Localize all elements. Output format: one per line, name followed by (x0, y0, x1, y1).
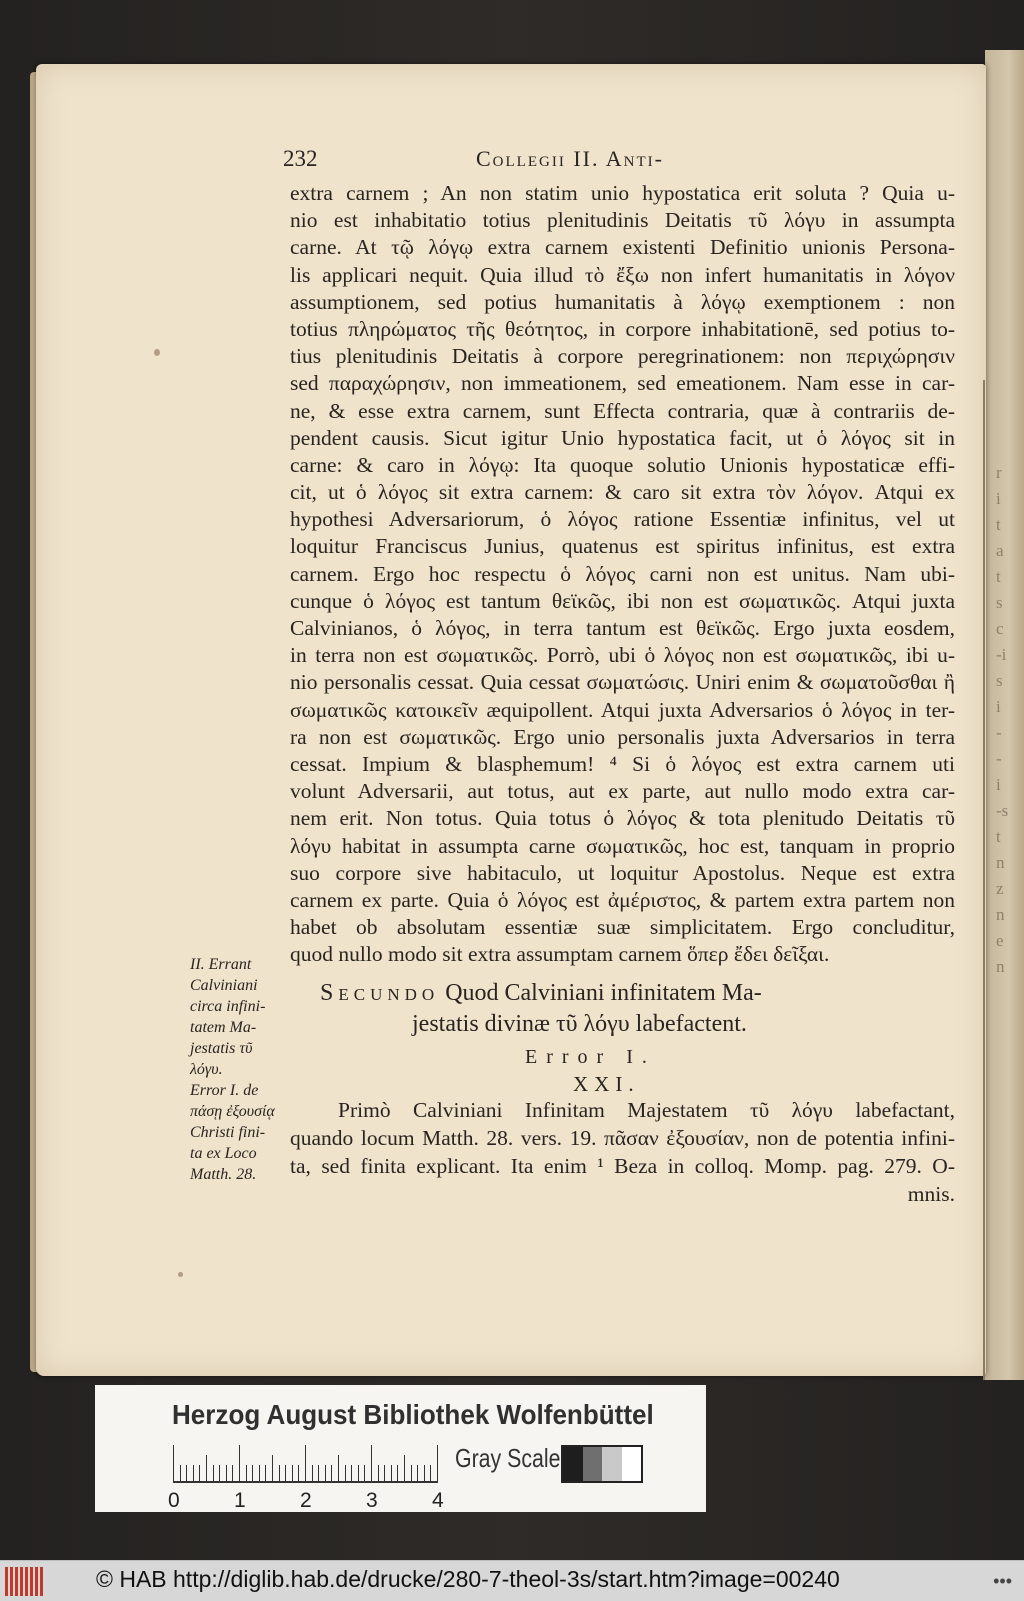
text-line: quod nullo modo sit extra assumptam carnem ὅπερ ἔδει δεῖξαι. (290, 942, 830, 967)
main-text-block (290, 180, 955, 968)
ruler-number: 2 (300, 1489, 312, 1512)
bleed-through-glyph: -i (996, 645, 1007, 664)
bleed-through-glyph: t (996, 567, 1001, 586)
ruler-tick (219, 1465, 220, 1483)
ruler-tick (186, 1465, 187, 1483)
bleed-through-glyph: -s (996, 801, 1009, 820)
ruler-tick (331, 1465, 332, 1483)
ruler-tick (292, 1465, 293, 1483)
error-text-line: ta, sed finita explicant. Ita enim ¹ Beza in colloq. Momp. pag. 279. O- (290, 1154, 955, 1178)
bleed-through-glyph: - (996, 723, 1002, 742)
bleed-through-glyph: s (996, 593, 1003, 612)
source-url[interactable]: © HAB http://diglib.hab.de/drucke/280-7-theol-3s/start.htm?image=00240 (96, 1566, 840, 1592)
ruler-tick (180, 1465, 181, 1483)
ruler-tick (239, 1445, 240, 1483)
bleed-through-glyph: r (996, 463, 1002, 482)
viewer-footer (0, 1560, 1024, 1601)
text-line: pendent causis. Sicut igitur Unio hypostatica facit, ut ὁ λόγος sit in (290, 425, 955, 450)
text-line: assumptionem, sed potius humanitatis à λόγῳ exemptionem : non (290, 289, 955, 314)
gutter-line (983, 380, 985, 1380)
ruler-number: 3 (366, 1489, 378, 1512)
text-line: volunt Adversarii, aut totus, aut ex parte, aut nullo modo extra car- (290, 779, 955, 804)
ruler-tick (351, 1465, 352, 1483)
error-number: XXI. (573, 1072, 640, 1096)
bleed-through-glyph: i (996, 697, 1001, 716)
ruler-tick (232, 1465, 233, 1483)
ruler-tick (259, 1465, 260, 1483)
ruler-tick (193, 1465, 194, 1483)
library-name: Herzog August Bibliothek Wolfenbüttel (172, 1399, 654, 1430)
text-line: cunque ὁ λόγος est tantum θεϊκῶς, ibi non est σωματικῶς. Atqui juxta (290, 588, 955, 613)
text-line: carnem. Ergo hoc respectu ὁ λόγος carni non est unitus. Nam ubi- (290, 561, 955, 586)
running-header (283, 146, 933, 176)
ruler-tick (404, 1455, 405, 1483)
text-line: ra non est σωματικῶς. Ergo unio personalis juxta Adversarios in terra (290, 724, 955, 749)
text-line: cessat. Impium & blasphemum! ⁴ Si ὁ λόγος est extra carnem uti (290, 751, 955, 776)
ruler-tick (430, 1465, 431, 1483)
marginal-note-line: II. Errant (190, 956, 252, 973)
text-line: nem erit. Non totus. Quia totus ὁ λόγος & tota plenitudo Deitatis τῦ (290, 806, 955, 831)
marginal-note-line: circa infini- (190, 998, 266, 1015)
error-text-line: quando locum Matth. 28. vers. 19. πᾶσαν ἐξουσίαν, non de potentia infini- (290, 1126, 955, 1150)
text-line: σωματικῶς κατοικεῖν æquipollent. Atqui juxta Adversarios ὁ λόγος in ter- (290, 697, 955, 722)
ruler-number: 4 (432, 1489, 444, 1512)
gray-scale-card (95, 1385, 706, 1512)
marginal-note-line: Christi fini- (190, 1124, 266, 1141)
marginal-note-line: ta ex Loco (190, 1145, 257, 1162)
ruler-tick (312, 1465, 313, 1483)
ruler-tick (338, 1455, 339, 1483)
gray-swatch (602, 1447, 622, 1481)
text-line: ne, & esse extra carnem, sunt Effecta contraria, quæ à contrariis de- (290, 398, 955, 423)
ruler-tick (199, 1465, 200, 1483)
bleed-through-glyph: t (996, 515, 1001, 534)
bleed-through-glyph: z (996, 879, 1004, 898)
marginal-note-line: Calviniani (190, 977, 258, 994)
ruler-tick (213, 1465, 214, 1483)
ruler-tick (325, 1465, 326, 1483)
ruler-tick (437, 1445, 438, 1483)
marginal-note (190, 954, 290, 1185)
text-line: suo corpore sive habitaculo, ut loquitur Apostolus. Neque est extra (290, 860, 955, 885)
ruler-tick (358, 1465, 359, 1483)
ruler-tick (305, 1445, 306, 1483)
text-line: nio personalis cessat. Quia cessat σωματώσις. Uniri enim & σωματοῦσθαι ἢ (290, 670, 955, 695)
ruler-tick (252, 1465, 253, 1483)
marginal-note-line: λόγυ. (190, 1061, 223, 1078)
ruler-tick (391, 1465, 392, 1483)
ink-stain (154, 349, 160, 356)
heading-line-1: Quod Calviniani infinitatem Ma- (439, 980, 762, 1006)
bleed-through-glyph: s (996, 671, 1003, 690)
bleed-through-glyph: n (996, 853, 1005, 872)
marginal-note-line: jestatis τῦ (190, 1040, 253, 1057)
ruler-tick (378, 1465, 379, 1483)
ruler-number: 0 (168, 1489, 180, 1512)
page-number: 232 (283, 146, 318, 171)
text-line: Calvinianos, ὁ λόγος, in terra tantum est θεϊκῶς. Ergo juxta eosdem, (290, 616, 955, 640)
ruler-tick (384, 1465, 385, 1483)
more-menu-icon[interactable]: ••• (993, 1571, 1012, 1591)
text-line: carne: & caro in λόγῳ: Ita quoque solutio Unionis hypostaticæ effi- (290, 452, 955, 477)
bleed-through-glyph: i (996, 775, 1001, 794)
bleed-through-text (996, 460, 1020, 980)
gray-swatch (563, 1447, 583, 1481)
ruler-tick (424, 1465, 425, 1483)
heading-line-2: jestatis divinæ τῦ λόγυ labefactent. (412, 1011, 747, 1037)
marginal-note-line: Matth. 28. (190, 1166, 257, 1183)
bleed-through-glyph: a (996, 541, 1004, 560)
text-line: loquitur Franciscus Junius, quatenus est spiritus infinitus, est extra (290, 534, 955, 559)
ruler-number: 1 (234, 1489, 246, 1512)
section-heading (320, 978, 940, 1040)
ruler-tick (173, 1445, 174, 1483)
ruler-tick (397, 1465, 398, 1483)
text-line: habet ob absolutam essentiæ suæ simplicitatem. Ergo concluditur, (290, 915, 955, 940)
ruler-tick (272, 1455, 273, 1483)
text-line: extra carnem ; An non statim unio hypostatica erit soluta ? Quia u- (290, 181, 955, 205)
ruler-tick (279, 1465, 280, 1483)
ruler-tick (298, 1465, 299, 1483)
ruler-tick (371, 1445, 372, 1483)
ruler-tick (206, 1455, 207, 1483)
ruler-tick (345, 1465, 346, 1483)
ruler-tick (364, 1465, 365, 1483)
text-line: lis applicari nequit. Quia illud τὸ ἔξω non infert humanitatis in λόγον (290, 262, 955, 287)
text-line: hypothesi Adversariorum, ὁ λόγος ratione Essentiæ infinitus, vel ut (290, 507, 955, 532)
ruler-tick (417, 1465, 418, 1483)
bleed-through-glyph: - (996, 749, 1002, 768)
error-text-block (290, 1096, 955, 1208)
bleed-through-glyph: n (996, 957, 1005, 976)
running-head: Collegii II. Anti- (476, 146, 664, 171)
text-line: totius πληρώματος τῆς θεότητος, in corpore inhabitationē, sed potius to- (290, 316, 955, 341)
gray-swatches (561, 1445, 643, 1483)
heading-lead: Secundo (320, 980, 440, 1006)
bleed-through-glyph: e (996, 931, 1004, 950)
gray-swatch (583, 1447, 603, 1481)
marginal-note-line: tatem Ma- (190, 1019, 257, 1036)
text-line: sed παραχώρησιν, non immeationem, sed emeationem. Nam esse in car- (290, 371, 955, 396)
ruler-tick (285, 1465, 286, 1483)
text-line: in terra non est σωματικῶς. Porrò, ubi ὁ λόγος non est σωματικῶς, ibi u- (290, 643, 955, 668)
bleed-through-glyph: n (996, 905, 1005, 924)
ruler-tick (265, 1465, 266, 1483)
ruler-tick (226, 1465, 227, 1483)
hab-logo-icon[interactable] (5, 1567, 45, 1596)
text-line: carne. At τῷ λόγῳ extra carnem existenti Definitio unionis Persona- (290, 235, 955, 260)
error-title: Error I. (525, 1046, 656, 1068)
text-line: λόγυ habitat in assumpta carne σωματικῶς, hoc est, tanquam in proprio (290, 833, 955, 858)
text-line: nio est inhabitatio totius plenitudinis Deitatis τῦ λόγυ in assumpta (290, 208, 955, 233)
bleed-through-glyph: i (996, 489, 1001, 508)
error-text-line: mnis. (907, 1182, 955, 1206)
text-line: carnem ex parte. Quia ὁ λόγος est ἀμέριστος, & partem extra partem non (290, 887, 955, 912)
marginal-note-line: Error I. de (190, 1082, 259, 1099)
error-text-line: Primò Calviniani Infinitam Majestatem τῦ λόγυ labefactant, (338, 1098, 955, 1122)
ruler-tick (246, 1465, 247, 1483)
gray-scale-label: Gray Scale (455, 1443, 561, 1473)
scale-ruler (173, 1445, 448, 1483)
marginal-note-line: πάσῃ ἐξουσίᾳ (190, 1103, 275, 1120)
text-line: tius plenitudinis Deitatis à corpore peregrinationem: non περιχώρησιν (290, 344, 955, 369)
gray-swatch (622, 1447, 642, 1481)
bleed-through-glyph: c (996, 619, 1004, 638)
bleed-through-glyph: t (996, 827, 1001, 846)
ink-stain (178, 1272, 183, 1277)
text-line: cit, ut ὁ λόγος sit extra carnem: & caro sit extra τὸν λόγον. Atqui ex (290, 480, 955, 505)
ruler-tick (318, 1465, 319, 1483)
ruler-tick (411, 1465, 412, 1483)
